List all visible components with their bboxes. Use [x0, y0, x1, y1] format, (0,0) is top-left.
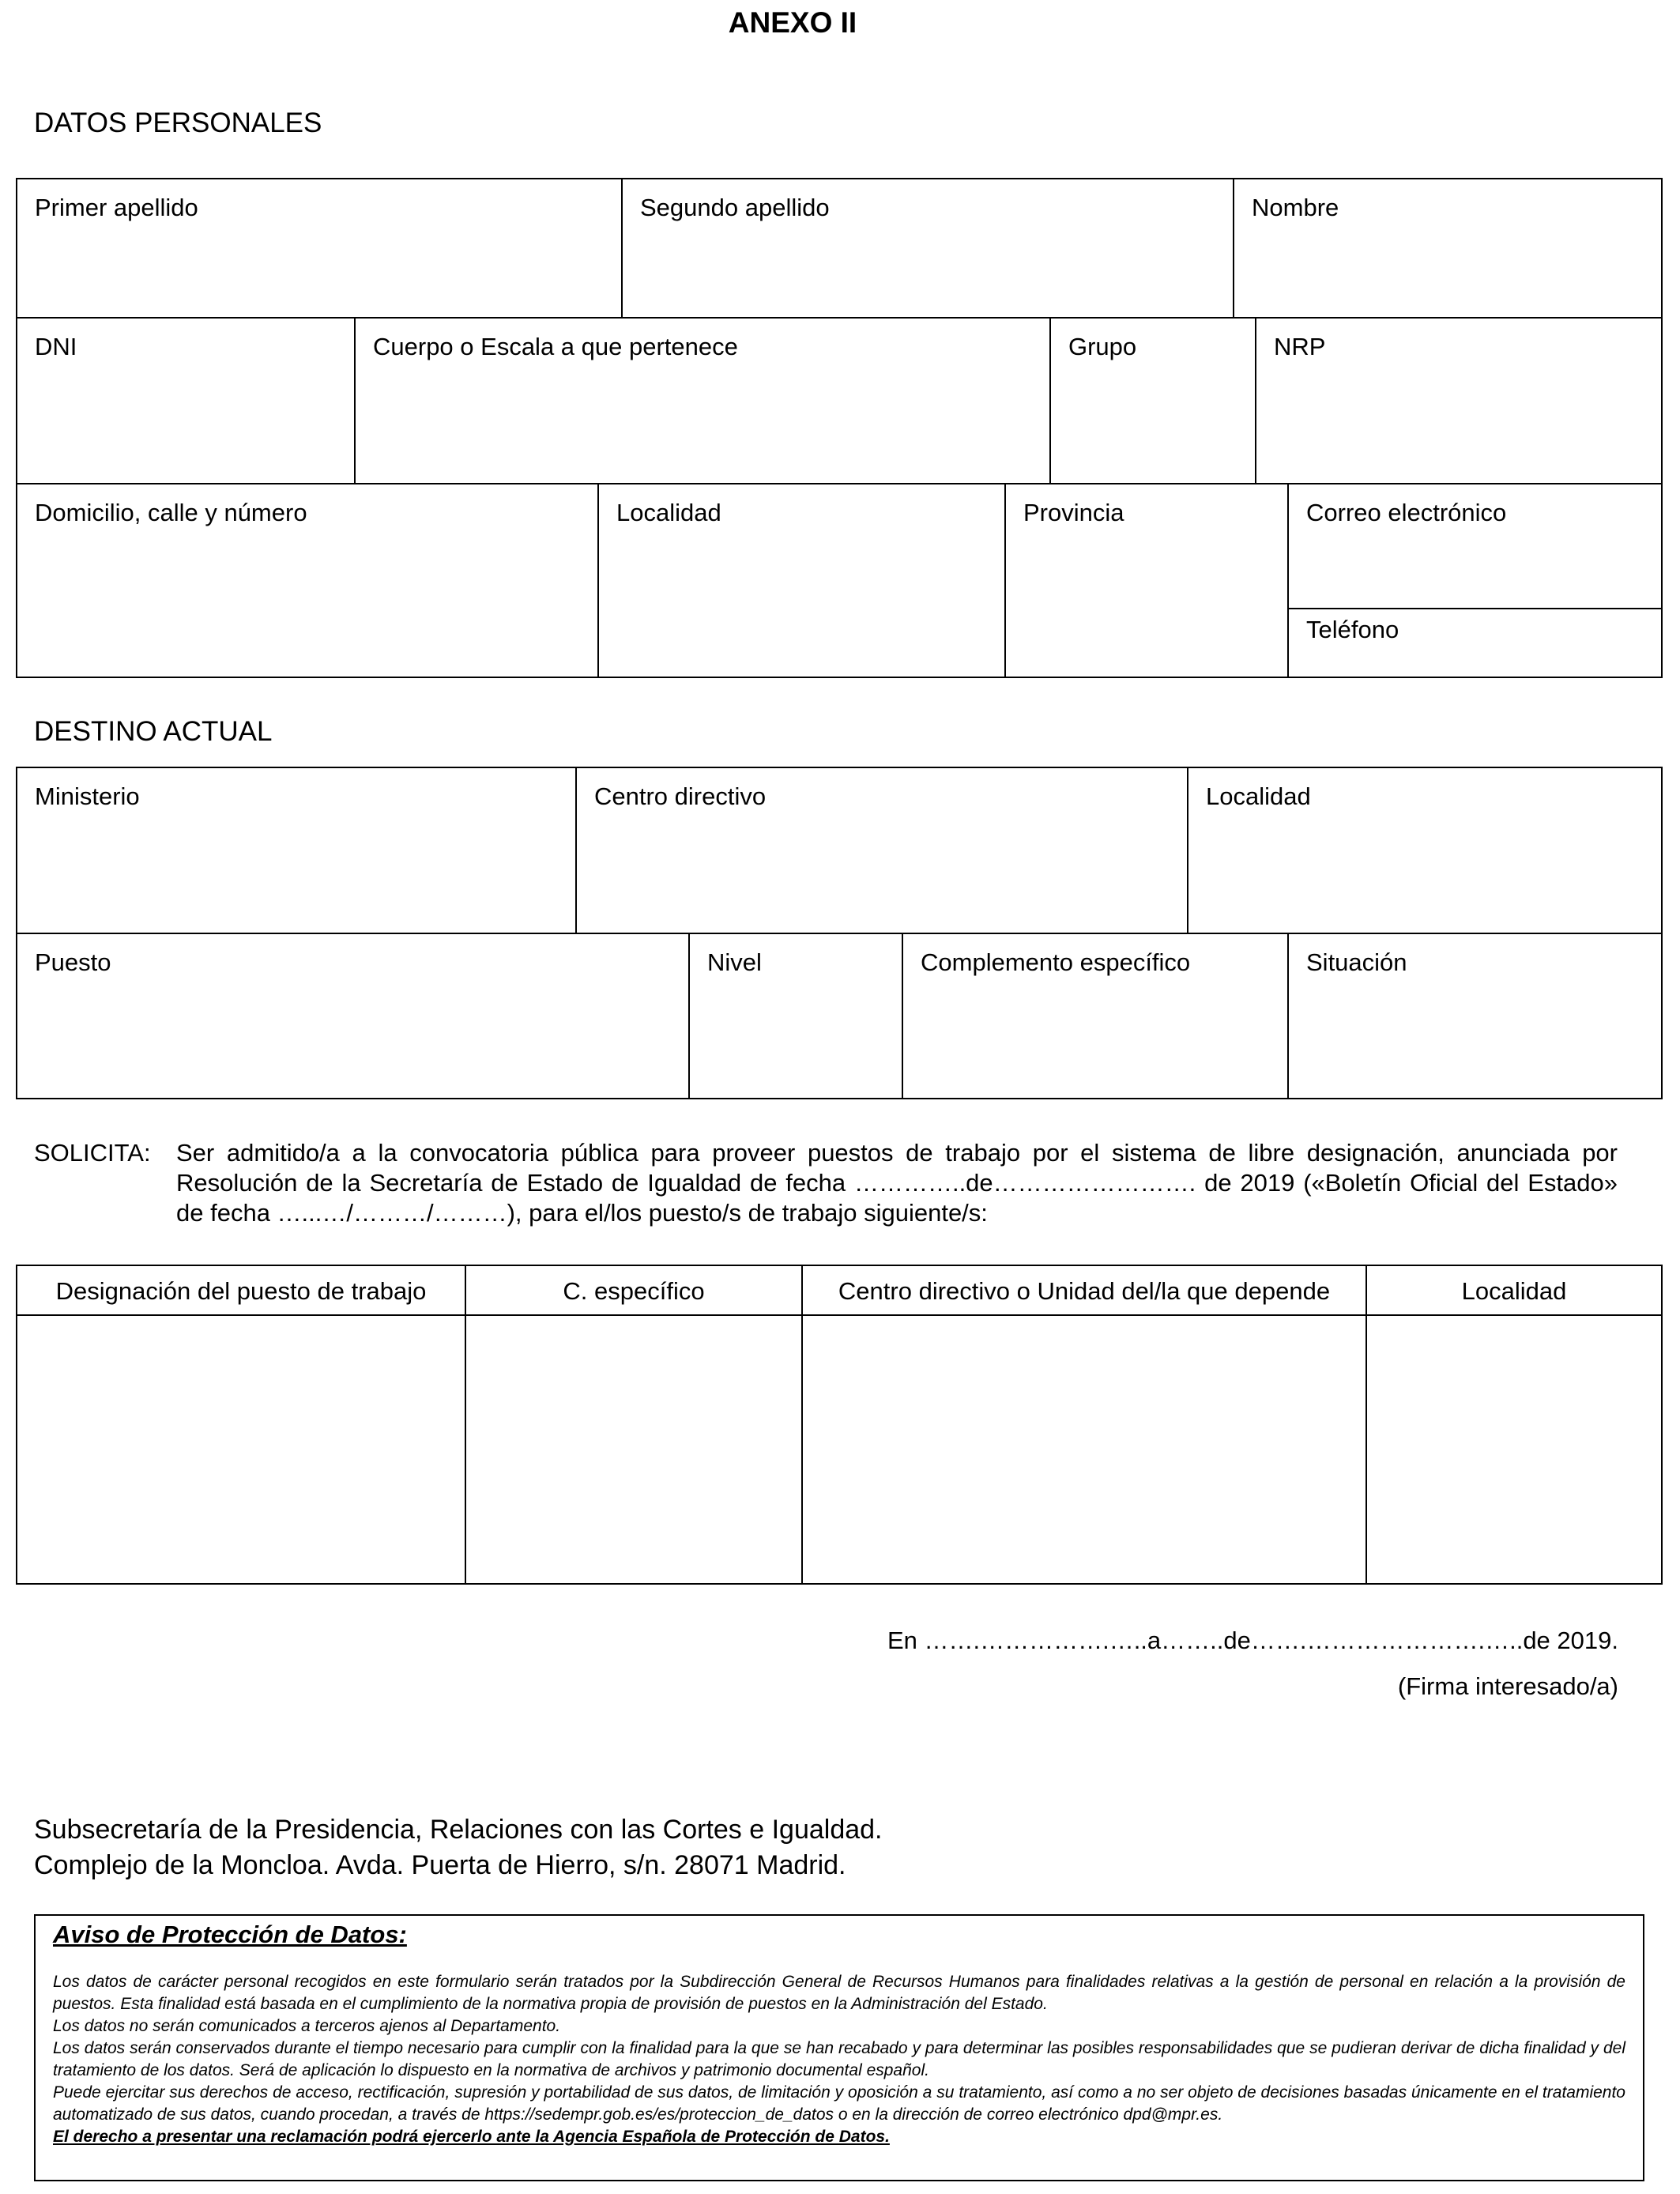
- puestos-header-localidad: Localidad: [1367, 1266, 1661, 1316]
- nombre-field[interactable]: [1234, 179, 1661, 319]
- segundo-apellido-field[interactable]: [623, 179, 1234, 319]
- puesto-field[interactable]: [17, 934, 690, 1098]
- telefono-label: Teléfono: [1306, 616, 1399, 643]
- page-title: ANEXO II: [728, 6, 857, 39]
- puestos-header-designacion: Designación del puesto de trabajo: [17, 1266, 466, 1316]
- nivel-field[interactable]: [690, 934, 903, 1098]
- complemento-especifico-field[interactable]: [903, 934, 1289, 1098]
- ministerio-label: Ministerio: [35, 782, 140, 810]
- situacion-field[interactable]: [1289, 934, 1661, 1098]
- grupo-label: Grupo: [1068, 333, 1137, 360]
- signature-place-date: En …….…………….…..a……..de…….………………….…..de 2019.: [887, 1627, 1618, 1654]
- puestos-header-centro: Centro directivo o Unidad del/la que depende: [803, 1266, 1367, 1316]
- datos-personales-heading: DATOS PERSONALES: [34, 107, 322, 138]
- primer-apellido-field[interactable]: [17, 179, 623, 319]
- ministerio-field[interactable]: [17, 768, 577, 934]
- notice-paragraph: Puede ejercitar sus derechos de acceso, rectificación, supresión y portabilidad de sus datos, de limitación y oposición a su tratamiento, así como a no ser objeto de decisiones basadas únicamente en el tratamiento automatizado de sus datos, cuando procedan, a través de https://sedempr.gob.es/es/proteccion_de_datos o en la dirección de correo electrónico dpd@mpr.es.: [53, 2083, 1625, 2124]
- puestos-header-c-especifico: C. específico: [466, 1266, 803, 1316]
- solicita-text: Ser admitido/a a la convocatoria pública para proveer puestos de trabajo por el sistema de libre designación, anunciada por Resolución de la Secretaría de Estado de Igualdad de fecha …………..de……………………. de 2019 («Boletín Oficial del Estado» de fecha …...…/………/………), para el/los puesto/s de trabajo siguiente/s:: [176, 1139, 1618, 1227]
- notice-paragraph: Los datos no serán comunicados a terceros ajenos al Departamento.: [53, 2017, 561, 2035]
- telefono-field[interactable]: [1289, 609, 1661, 677]
- destino-localidad-field[interactable]: [1188, 768, 1661, 934]
- domicilio-label: Domicilio, calle y número: [35, 499, 307, 526]
- notice-final-statement: El derecho a presentar una reclamación podrá ejercerlo ante la Agencia Española de Protección de Datos.: [53, 2128, 890, 2146]
- signature-caption: (Firma interesado/a): [1397, 1672, 1618, 1700]
- primer-apellido-label: Primer apellido: [35, 194, 198, 221]
- cuerpo-escala-label: Cuerpo o Escala a que pertenece: [373, 333, 738, 360]
- domicilio-field[interactable]: [17, 484, 599, 677]
- datos-personales-form: [16, 178, 1663, 678]
- destino-actual-form: [16, 767, 1663, 1099]
- provincia-label: Provincia: [1023, 499, 1124, 526]
- puestos-cell-centro[interactable]: [803, 1316, 1367, 1583]
- localidad-label: Localidad: [616, 499, 721, 526]
- nombre-label: Nombre: [1252, 194, 1339, 221]
- address-line-1: Subsecretaría de la Presidencia, Relaciones con las Cortes e Igualdad.: [34, 1815, 883, 1845]
- centro-directivo-field[interactable]: [577, 768, 1188, 934]
- dni-field[interactable]: [17, 319, 356, 484]
- correo-label: Correo electrónico: [1306, 499, 1507, 526]
- provincia-field[interactable]: [1006, 484, 1289, 677]
- centro-directivo-label: Centro directivo: [594, 782, 767, 810]
- puesto-label: Puesto: [35, 948, 111, 976]
- puestos-cell-localidad[interactable]: [1367, 1316, 1661, 1583]
- complemento-especifico-label: Complemento específico: [921, 948, 1191, 976]
- destino-actual-heading: DESTINO ACTUAL: [34, 716, 273, 747]
- cuerpo-escala-field[interactable]: [356, 319, 1051, 484]
- segundo-apellido-label: Segundo apellido: [640, 194, 830, 221]
- destino-localidad-label: Localidad: [1206, 782, 1311, 810]
- address-line-2: Complejo de la Moncloa. Avda. Puerta de Hierro, s/n. 28071 Madrid.: [34, 1850, 846, 1880]
- notice-body: [53, 1971, 1625, 2148]
- correo-field[interactable]: [1289, 484, 1661, 609]
- data-protection-notice: [34, 1914, 1644, 2181]
- situacion-label: Situación: [1306, 948, 1407, 976]
- dni-label: DNI: [35, 333, 77, 360]
- nivel-label: Nivel: [707, 948, 762, 976]
- notice-paragraph: Los datos serán conservados durante el tiempo necesario para cumplir con la finalidad para la que se han recabado y para determinar las posibles responsabilidades que se pudieran derivar de dicha finalidad y del tratamiento de los datos. Será de aplicación lo dispuesto en la normativa de archivos y patrimonio documental español.: [53, 2039, 1625, 2079]
- notice-title: Aviso de Protección de Datos:: [53, 1921, 407, 1948]
- puestos-cell-c-especifico[interactable]: [466, 1316, 803, 1583]
- nrp-label: NRP: [1274, 333, 1326, 360]
- puestos-table: [16, 1265, 1663, 1585]
- notice-paragraph: Los datos de carácter personal recogidos en este formulario serán tratados por la Subdirección General de Recursos Humanos para finalidades relativas a la gestión de personal en relación a la provisión de puestos. Esta finalidad está basada en el cumplimiento de la normativa propia de provisión de puestos en la Administración del Estado.: [53, 1973, 1625, 2013]
- nrp-field[interactable]: [1256, 319, 1661, 484]
- puestos-cell-designacion[interactable]: [17, 1316, 466, 1583]
- localidad-field[interactable]: [599, 484, 1006, 677]
- solicita-label: SOLICITA:: [34, 1139, 151, 1167]
- grupo-field[interactable]: [1051, 319, 1256, 484]
